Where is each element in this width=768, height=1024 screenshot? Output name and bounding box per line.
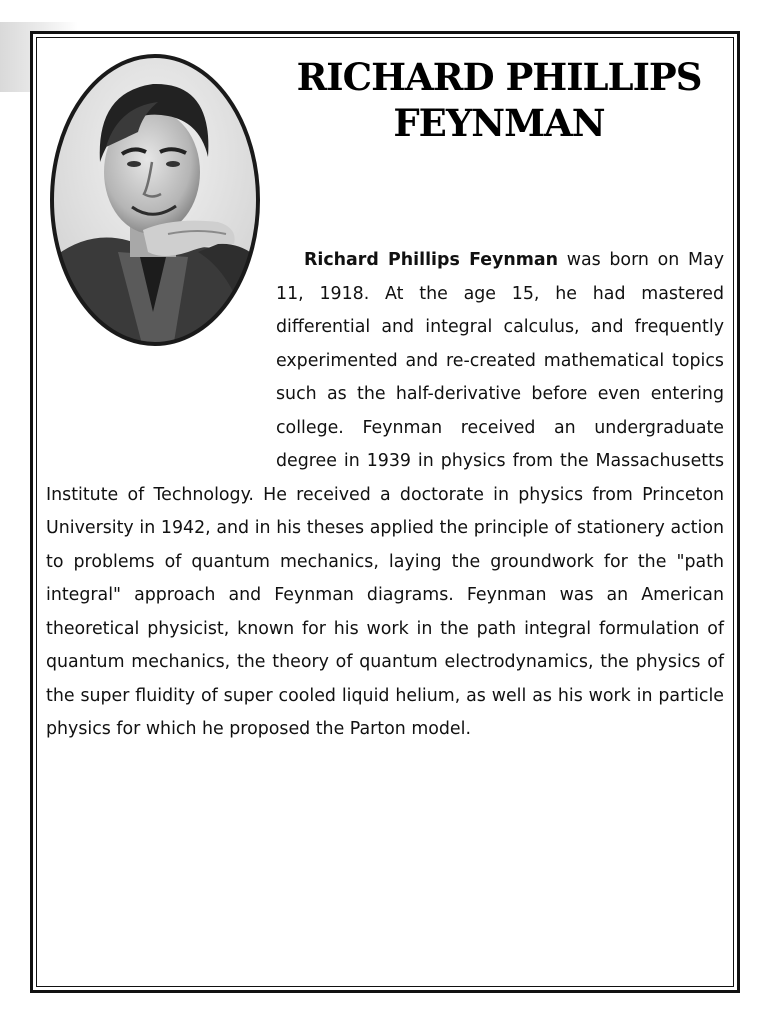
bio-text: was born on May 11, 1918. At the age 15, he had mastered differential and integral calculus, and frequently experimented and re-created mathematical topics such as the half-derivative before even entering college. Feynman received an undergraduate degree in 1939 in physics from the Massachusetts Institute of Technology. He received a doctorate in physics from Princeton University in 1942, and in his theses applied the principle of stationery action to problems of quantum mechanics, laying the groundwork for the "path integral" approach and Feynman diagrams. Feynman was an American theoretical physicist, known for his work in the path integral formulation of quantum mechanics, the theory of quantum electrodynamics, the physics of the super fluidity of super cooled liquid helium, as well as his work in particle physics for which he proposed the Parton model. [46, 250, 724, 739]
bio-name: Richard Phillips Feynman [304, 250, 558, 270]
biography-paragraph [46, 244, 724, 747]
title-line-2: FEYNMAN [393, 101, 605, 145]
title-line-1: RICHARD PHILLIPS [296, 55, 702, 99]
portrait-spacer [46, 244, 276, 472]
page-title [273, 54, 725, 146]
page-border [30, 31, 740, 993]
